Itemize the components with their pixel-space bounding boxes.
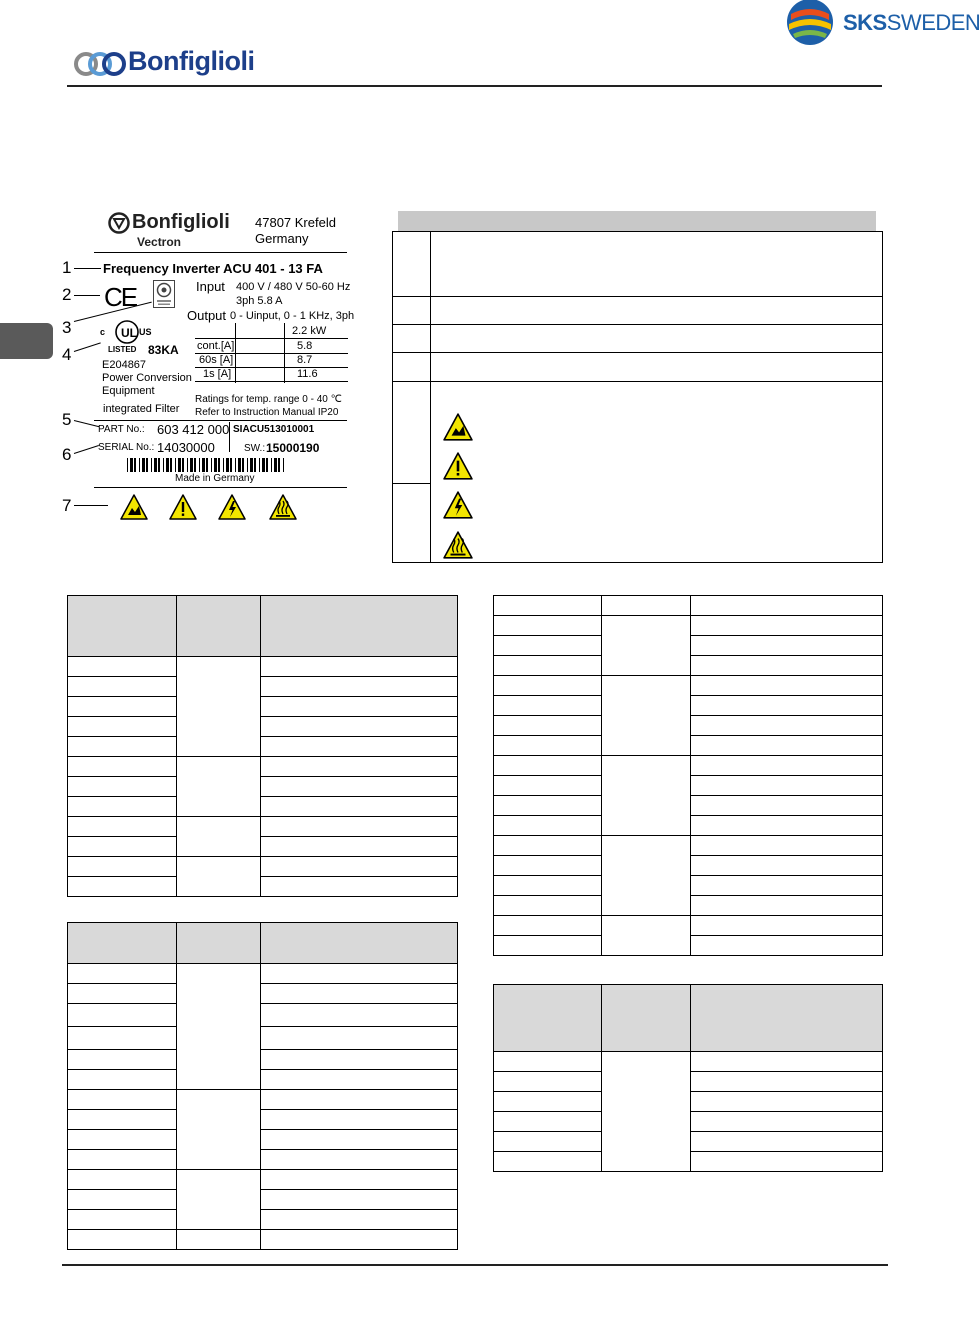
ul-c: c (100, 327, 106, 337)
table-cell (494, 736, 602, 756)
table-cell (494, 896, 602, 916)
group-cell (602, 756, 691, 836)
table-cell (261, 1004, 458, 1027)
table-row (68, 1230, 458, 1250)
table-cell (68, 877, 177, 897)
part-code: SIACU513010001 (233, 424, 315, 435)
nameplate-rule-2 (94, 420, 347, 421)
legend-electric-shock-icon (443, 491, 473, 519)
table-cell (494, 916, 602, 936)
data-table-1 (67, 595, 458, 897)
table-cell (68, 737, 177, 757)
group-cell (177, 964, 261, 1090)
ul-desc-1: Power Conversion (102, 372, 192, 384)
table-cell (68, 717, 177, 737)
table-cell (261, 1090, 458, 1110)
table-cell (494, 876, 602, 896)
legend-cell (393, 297, 431, 325)
table-cell (494, 1072, 602, 1092)
table-cell (261, 837, 458, 857)
table-row (494, 1052, 883, 1072)
header-cell (261, 596, 458, 657)
made-in: Made in Germany (175, 473, 255, 484)
table-row (68, 964, 458, 984)
table-cell (691, 736, 883, 756)
table-row (68, 1170, 458, 1190)
sks-partner-name (843, 10, 980, 36)
filter-note: integrated Filter (103, 403, 180, 415)
nameplate-address-country: Germany (255, 231, 309, 246)
table-row (68, 1004, 458, 1027)
table-cell (691, 876, 883, 896)
legend-symbol-divider (392, 483, 430, 484)
table-row (68, 857, 458, 877)
table-cell (68, 677, 177, 697)
table-cell (494, 596, 602, 616)
sw-label: SW.: (244, 443, 266, 454)
table-cell (261, 1230, 458, 1250)
table-cell (691, 836, 883, 856)
table-cell (691, 716, 883, 736)
table-cell (691, 636, 883, 656)
group-cell (177, 1170, 261, 1230)
table-cell (494, 1052, 602, 1072)
table-cell (494, 776, 602, 796)
header-rule (67, 85, 882, 87)
table-cell (261, 1170, 458, 1190)
header-cell (177, 923, 261, 964)
legend-row-1 (393, 232, 883, 297)
legend-hot-surface-icon (443, 531, 473, 559)
legend-cell (393, 232, 431, 297)
chapter-tab (0, 323, 53, 359)
part-label: PART No.: (98, 424, 145, 435)
bonfiglioli-logo (72, 46, 272, 80)
ul-listed: LISTED (108, 345, 137, 354)
table-cell (494, 756, 602, 776)
header-cell (691, 985, 883, 1052)
group-cell (602, 916, 691, 956)
callout-1: 1 (62, 258, 72, 277)
table-cell (691, 616, 883, 636)
table-row (68, 1210, 458, 1230)
sks-partner-name-sks: SKS (843, 10, 887, 35)
nameplate-address-city: 47807 Krefeld (255, 215, 336, 230)
table-cell (68, 1110, 177, 1130)
group-cell (177, 817, 261, 857)
table-cell (494, 616, 602, 636)
table-cell (691, 596, 883, 616)
table-row (494, 756, 883, 776)
rating-value-1s: 11.6 (297, 368, 318, 380)
table-row (494, 616, 883, 636)
sw-value: 15000190 (266, 441, 320, 455)
table-cell (494, 1092, 602, 1112)
legend-cell (393, 382, 431, 563)
data-table-4 (493, 984, 883, 1172)
table-row (68, 737, 458, 757)
callout-6: 6 (62, 445, 72, 464)
part-value: 603 412 000 (157, 422, 230, 437)
sks-partner-name-sweden: SWEDEN (886, 10, 980, 35)
table-cell (261, 1130, 458, 1150)
table-cell (261, 657, 458, 677)
table-cell (691, 1072, 883, 1092)
table-cell (261, 877, 458, 897)
callout-line-1 (74, 268, 101, 269)
input-label: Input (196, 279, 225, 294)
table-cell (691, 696, 883, 716)
table-cell (691, 1052, 883, 1072)
output-spec: 0 - Uinput, 0 - 1 KHz, 3ph (230, 310, 355, 322)
nameplate-rule-3 (94, 487, 347, 488)
table-row (68, 1070, 458, 1090)
table-cell (261, 1190, 458, 1210)
callout-line-6 (74, 445, 99, 454)
legend-cell (393, 325, 431, 353)
ul-file: E204867 (102, 359, 147, 371)
group-cell (602, 1052, 691, 1172)
table-cell (68, 777, 177, 797)
table-cell (68, 964, 177, 984)
barcode-icon (127, 458, 287, 472)
table-cell (261, 1110, 458, 1130)
table-cell (691, 1152, 883, 1172)
callout-2: 2 (62, 285, 72, 304)
table-row (68, 677, 458, 697)
esd-warning-icon (120, 494, 148, 520)
table-row (494, 916, 883, 936)
table-cell (691, 856, 883, 876)
table-cell (261, 1210, 458, 1230)
table-cell (68, 1190, 177, 1210)
table-cell (494, 856, 602, 876)
table-cell (261, 964, 458, 984)
group-cell (177, 857, 261, 897)
table-cell (68, 1027, 177, 1050)
legend-cell (431, 232, 883, 297)
table-cell (68, 1090, 177, 1110)
rating-label-60s: 60s [A] (199, 354, 234, 366)
rating-grid-hline-1 (195, 338, 348, 339)
table-cell (68, 697, 177, 717)
rating-value-cont: 5.8 (297, 340, 313, 352)
table-cell (261, 1070, 458, 1090)
table-cell (494, 1112, 602, 1132)
table-cell (68, 657, 177, 677)
table-cell (691, 916, 883, 936)
legend-cell (431, 382, 883, 563)
ul-code: 83KA (148, 343, 179, 357)
serial-value: 14030000 (157, 440, 215, 455)
table-cell (68, 817, 177, 837)
table-row (494, 676, 883, 696)
table-cell (691, 796, 883, 816)
table-cell (68, 1210, 177, 1230)
table-row (68, 757, 458, 777)
table-cell (261, 737, 458, 757)
power-rating: 2.2 kW (292, 325, 327, 337)
table-cell (494, 1152, 602, 1172)
table-cell (261, 777, 458, 797)
table-cell (691, 656, 883, 676)
svg-text:UL: UL (121, 326, 137, 340)
ul-desc-2: Equipment (102, 385, 155, 397)
table-cell (68, 1070, 177, 1090)
legend-esd-warning-icon (443, 413, 473, 441)
table-cell (494, 696, 602, 716)
table-cell (691, 1092, 883, 1112)
table-cell (494, 796, 602, 816)
temp-note: Ratings for temp. range 0 - 40 ℃ (195, 394, 342, 405)
table-cell (261, 984, 458, 1004)
table-cell (261, 717, 458, 737)
table-row (68, 657, 458, 677)
table-row (68, 1027, 458, 1050)
callout-line-4 (74, 342, 101, 352)
table-cell (261, 677, 458, 697)
footer-rule (62, 1264, 888, 1266)
legend-cell (431, 353, 883, 382)
table-cell (261, 697, 458, 717)
callout-4: 4 (62, 345, 72, 364)
brand-name: Bonfiglioli (128, 46, 255, 76)
ce-mark-icon: CE (104, 282, 137, 312)
table-cell (68, 1004, 177, 1027)
table-cell (261, 1050, 458, 1070)
table-row (68, 1150, 458, 1170)
table-cell (261, 1150, 458, 1170)
group-cell (602, 616, 691, 676)
table-row (68, 877, 458, 897)
nameplate-brand: Bonfiglioli (132, 211, 230, 233)
certification-seal-icon (153, 280, 175, 308)
data-table-2 (67, 922, 458, 1250)
table-cell (177, 1230, 261, 1250)
legend-header-bar (398, 211, 876, 231)
table-cell (494, 1132, 602, 1152)
nameplate (60, 205, 360, 535)
legend-general-warning-icon (443, 452, 473, 480)
table-cell (68, 1130, 177, 1150)
callout-line-5 (74, 420, 99, 427)
table-cell (68, 837, 177, 857)
rating-value-60s: 8.7 (297, 354, 313, 366)
table-cell (494, 836, 602, 856)
bonfiglioli-logo-mark-icon (72, 50, 128, 78)
legend-row-3 (393, 325, 883, 353)
table-cell (494, 716, 602, 736)
table-row (68, 984, 458, 1004)
data-table-3 (493, 595, 883, 956)
table-cell (691, 776, 883, 796)
table-row (68, 817, 458, 837)
table-cell (494, 656, 602, 676)
rating-label-1s: 1s [A] (203, 368, 232, 380)
table-cell (691, 756, 883, 776)
input-spec: 400 V / 480 V 50-60 Hz (236, 281, 351, 293)
table-cell (691, 1132, 883, 1152)
table-row (68, 777, 458, 797)
header-cell (68, 923, 177, 964)
group-cell (177, 757, 261, 817)
group-cell (602, 836, 691, 916)
legend-cell (393, 353, 431, 382)
table-cell (68, 1170, 177, 1190)
callout-5: 5 (62, 410, 72, 429)
group-cell (602, 676, 691, 756)
table-cell (691, 896, 883, 916)
table-cell (691, 1112, 883, 1132)
table-cell (261, 817, 458, 837)
group-cell (177, 657, 261, 757)
table-cell (68, 1230, 177, 1250)
legend-row-2 (393, 297, 883, 325)
nameplate-sub-brand: Vectron (137, 235, 182, 249)
callout-line-2 (74, 295, 100, 296)
table-cell (68, 1150, 177, 1170)
table-cell (494, 636, 602, 656)
table-cell (602, 596, 691, 616)
table-cell (261, 757, 458, 777)
header-cell (261, 923, 458, 964)
group-cell (177, 1090, 261, 1170)
header-cell (177, 596, 261, 657)
table-header-row (68, 596, 458, 657)
legend-row-4 (393, 353, 883, 382)
table-cell (68, 857, 177, 877)
table-row (68, 797, 458, 817)
table-row (494, 836, 883, 856)
nameplate-rule-1 (94, 252, 347, 253)
table-header-row (68, 923, 458, 964)
callout-7: 7 (62, 496, 72, 515)
table-cell (261, 797, 458, 817)
table-cell (691, 816, 883, 836)
table-cell (691, 676, 883, 696)
sks-logo (785, 0, 980, 46)
input-phase: 3ph 5.8 A (236, 295, 283, 307)
table-cell (494, 816, 602, 836)
table-row (68, 1110, 458, 1130)
table-cell (68, 984, 177, 1004)
table-cell (691, 936, 883, 956)
table-row (68, 1050, 458, 1070)
output-label: Output (187, 308, 227, 323)
header-cell (68, 596, 177, 657)
table-cell (494, 676, 602, 696)
hot-surface-icon (269, 494, 297, 520)
table-row (68, 1190, 458, 1210)
general-warning-icon (169, 494, 197, 520)
table-row (68, 837, 458, 857)
part-divider (229, 422, 230, 452)
ul-us: US (139, 327, 152, 337)
table-cell (68, 757, 177, 777)
electric-shock-icon (218, 494, 246, 520)
nameplate-product: Frequency Inverter ACU 401 - 13 FA (103, 261, 323, 276)
legend-cell (431, 325, 883, 353)
legend-cell (431, 297, 883, 325)
header-cell (494, 985, 602, 1052)
callout-3: 3 (62, 318, 72, 337)
rating-grid-hline-4 (195, 381, 348, 382)
header-cell (602, 985, 691, 1052)
rating-label-cont: cont.[A] (197, 340, 235, 352)
table-cell (68, 1050, 177, 1070)
serial-label: SERIAL No.: (98, 442, 155, 453)
table-cell (68, 797, 177, 817)
table-row (68, 717, 458, 737)
bonfiglioli-vectron-mark-icon (108, 212, 130, 234)
table-row (68, 697, 458, 717)
table-row (68, 1090, 458, 1110)
table-cell (261, 1027, 458, 1050)
table-cell (494, 936, 602, 956)
table-header-row (494, 985, 883, 1052)
sks-logo-mark-icon (785, 0, 835, 46)
table-row (68, 1130, 458, 1150)
table-row (494, 596, 883, 616)
callout-line-7 (74, 505, 108, 506)
manual-note: Refer to Instruction Manual IP20 (195, 407, 339, 418)
table-cell (261, 857, 458, 877)
